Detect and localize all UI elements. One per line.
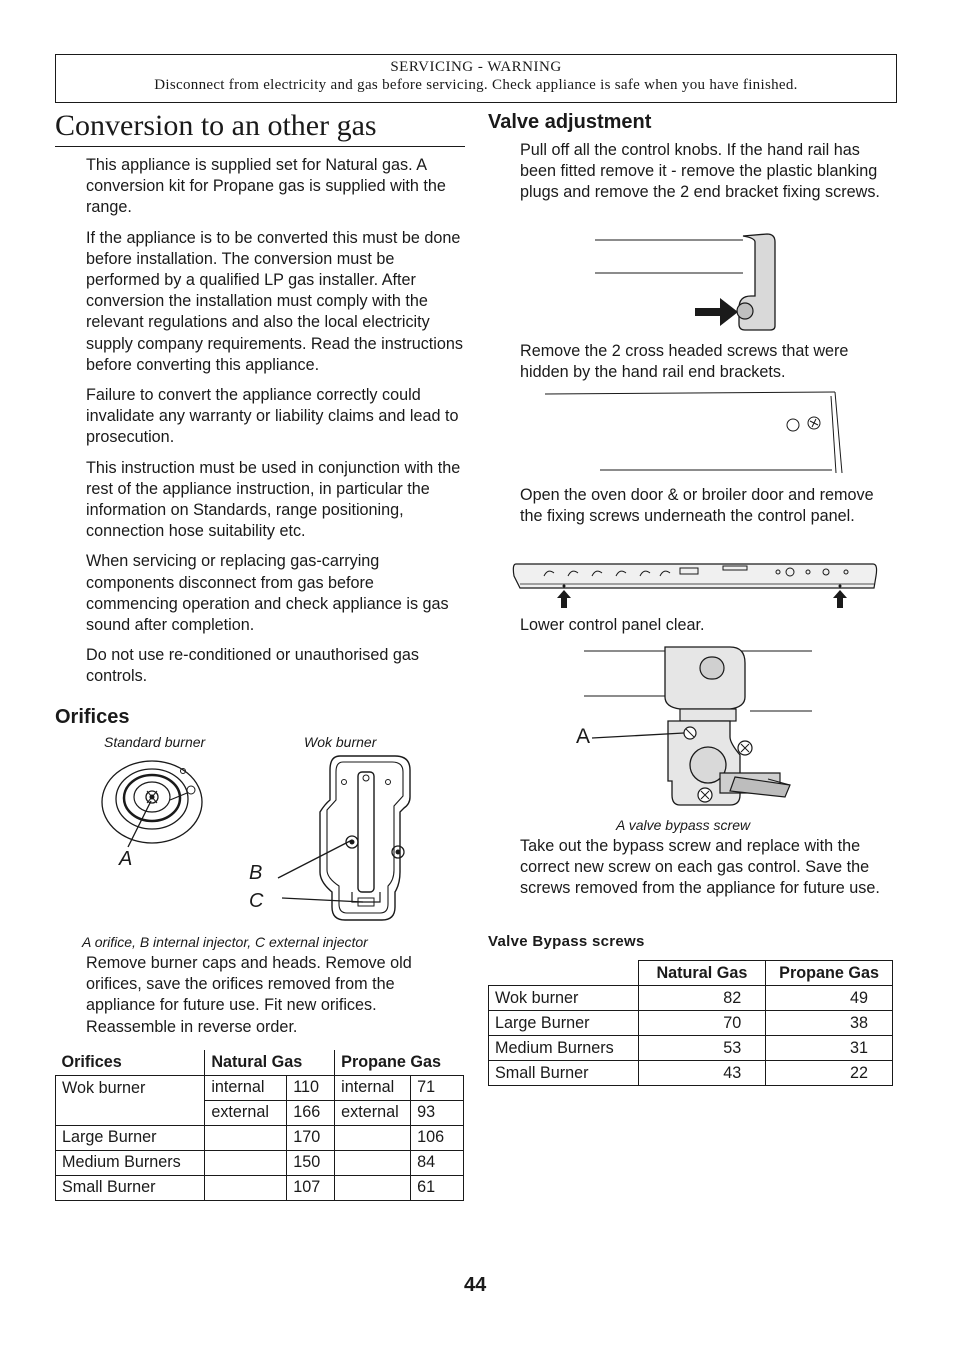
table-cell: 93 — [411, 1100, 464, 1125]
orifices-table — [55, 1050, 464, 1201]
table-cell: 150 — [287, 1150, 335, 1175]
orifices-heading: Orifices — [55, 706, 130, 728]
page-number: 44 — [464, 1274, 487, 1296]
table-header: Propane Gas — [335, 1050, 464, 1075]
orifices-figure-caption: A orifice, B internal injector, C external injector — [82, 934, 368, 950]
table-row — [489, 1011, 893, 1036]
table-cell: 38 — [766, 1011, 893, 1036]
wok-burner-caption: Wok burner — [304, 734, 377, 750]
table-cell: Wok burner — [56, 1075, 205, 1125]
table-cell: 107 — [287, 1175, 335, 1200]
table-row — [56, 1075, 464, 1100]
hand-rail-bracket-illustration — [595, 230, 785, 335]
table-cell: 43 — [638, 1061, 766, 1086]
table-row — [56, 1175, 464, 1200]
table-cell: 61 — [411, 1175, 464, 1200]
table-cell: Medium Burners — [489, 1036, 639, 1061]
table-cell: 170 — [287, 1125, 335, 1150]
table-cell: 22 — [766, 1061, 893, 1086]
table-cell: 166 — [287, 1100, 335, 1125]
table-cell: Small Burner — [56, 1175, 205, 1200]
intro-paragraph: Do not use re-conditioned or unauthorised gas controls. — [86, 646, 419, 686]
table-cell: 71 — [411, 1075, 464, 1100]
intro-paragraph: If the appliance is to be converted this must be done before installation. The conversion must be performed by a qualified LP gas installer. After conversion the installation must comply with the relevant regulations and also the local electricity supply company requirements. Read the instructions before converting this appliance. — [86, 228, 463, 374]
servicing-warning-box — [55, 54, 897, 103]
valve-bypass-label-a: A — [576, 725, 591, 748]
valve-step-5: Take out the bypass screw and replace with the correct new screw on each gas control. Save the screws removed from the appliance for future use. — [520, 837, 880, 898]
valve-step-3: Open the oven door & or broiler door and remove the fixing screws underneath the control panel. — [520, 486, 874, 526]
table-row — [56, 1150, 464, 1175]
table-cell: internal — [335, 1075, 411, 1100]
orifice-label-a: A — [119, 848, 133, 870]
valve-step-2: Remove the 2 cross headed screws that were hidden by the hand rail end brackets. — [520, 342, 849, 382]
valve-bypass-table-title: Valve Bypass screws — [488, 933, 645, 950]
cross-screws-illustration — [540, 388, 850, 478]
valve-adjustment-heading: Valve adjustment — [488, 111, 652, 133]
orifices-instructions: Remove burner caps and heads. Remove old orifices, save the orifices removed from the appliance for future use. Fit new orifices. Reassemble in reverse order. — [86, 954, 412, 1036]
table-cell: Small Burner — [489, 1061, 639, 1086]
table-cell: Medium Burners — [56, 1150, 205, 1175]
table-cell: Large Burner — [489, 1011, 639, 1036]
valve-step-4: Lower control panel clear. — [520, 616, 705, 634]
standard-burner-illustration — [95, 755, 225, 855]
table-cell: internal — [205, 1075, 287, 1100]
page-title: Conversion to an other gas — [55, 108, 465, 147]
table-cell: 31 — [766, 1036, 893, 1061]
warning-title: SERVICING - WARNING — [390, 59, 562, 75]
table-header: Natural Gas — [205, 1050, 335, 1075]
table-cell: external — [335, 1100, 411, 1125]
table-cell: external — [205, 1100, 287, 1125]
table-header: Natural Gas — [638, 961, 766, 986]
table-cell: 70 — [638, 1011, 766, 1036]
table-cell: Wok burner — [489, 986, 639, 1011]
table-cell: 53 — [638, 1036, 766, 1061]
gas-valve-illustration — [580, 645, 815, 810]
control-panel-illustration — [508, 556, 883, 611]
standard-burner-caption: Standard burner — [104, 734, 206, 750]
table-header: Orifices — [61, 1052, 122, 1071]
injector-label-c: C — [249, 890, 264, 912]
intro-paragraph: Failure to convert the appliance correctly could invalidate any warranty or liability claims and lead to prosecution. — [86, 386, 459, 447]
wok-burner-illustration — [270, 752, 415, 927]
table-cell: 106 — [411, 1125, 464, 1150]
table-header: Propane Gas — [766, 961, 893, 986]
table-cell: 82 — [638, 986, 766, 1011]
table-cell: 110 — [287, 1075, 335, 1100]
valve-bypass-table — [488, 960, 893, 1086]
warning-text: Disconnect from electricity and gas before servicing. Check appliance is safe when you have finished. — [154, 77, 798, 93]
table-row — [56, 1125, 464, 1150]
table-row — [489, 1036, 893, 1061]
intro-paragraph: When servicing or replacing gas-carrying components disconnect from gas before commencing operation and check appliance is gas sound after completion. — [86, 552, 449, 635]
injector-label-b: B — [249, 862, 263, 884]
table-cell: 49 — [766, 986, 893, 1011]
table-cell: Large Burner — [56, 1125, 205, 1150]
intro-paragraph: This instruction must be used in conjunction with the rest of the appliance instruction, in particular the information on Standards, range positioning, connection hose suitability etc. — [86, 458, 461, 541]
table-row — [489, 1061, 893, 1086]
table-header — [489, 961, 639, 986]
table-row — [489, 986, 893, 1011]
intro-paragraph: This appliance is supplied set for Natural gas. A conversion kit for Propane gas is supplied with the range. — [86, 156, 446, 217]
valve-step-1: Pull off all the control knobs. If the hand rail has been fitted remove it - remove the plastic blanking plugs and remove the 2 end bracket fixing screws. — [520, 141, 880, 202]
table-cell: 84 — [411, 1150, 464, 1175]
bypass-screw-caption: A valve bypass screw — [616, 817, 751, 833]
intro-section — [86, 155, 468, 697]
